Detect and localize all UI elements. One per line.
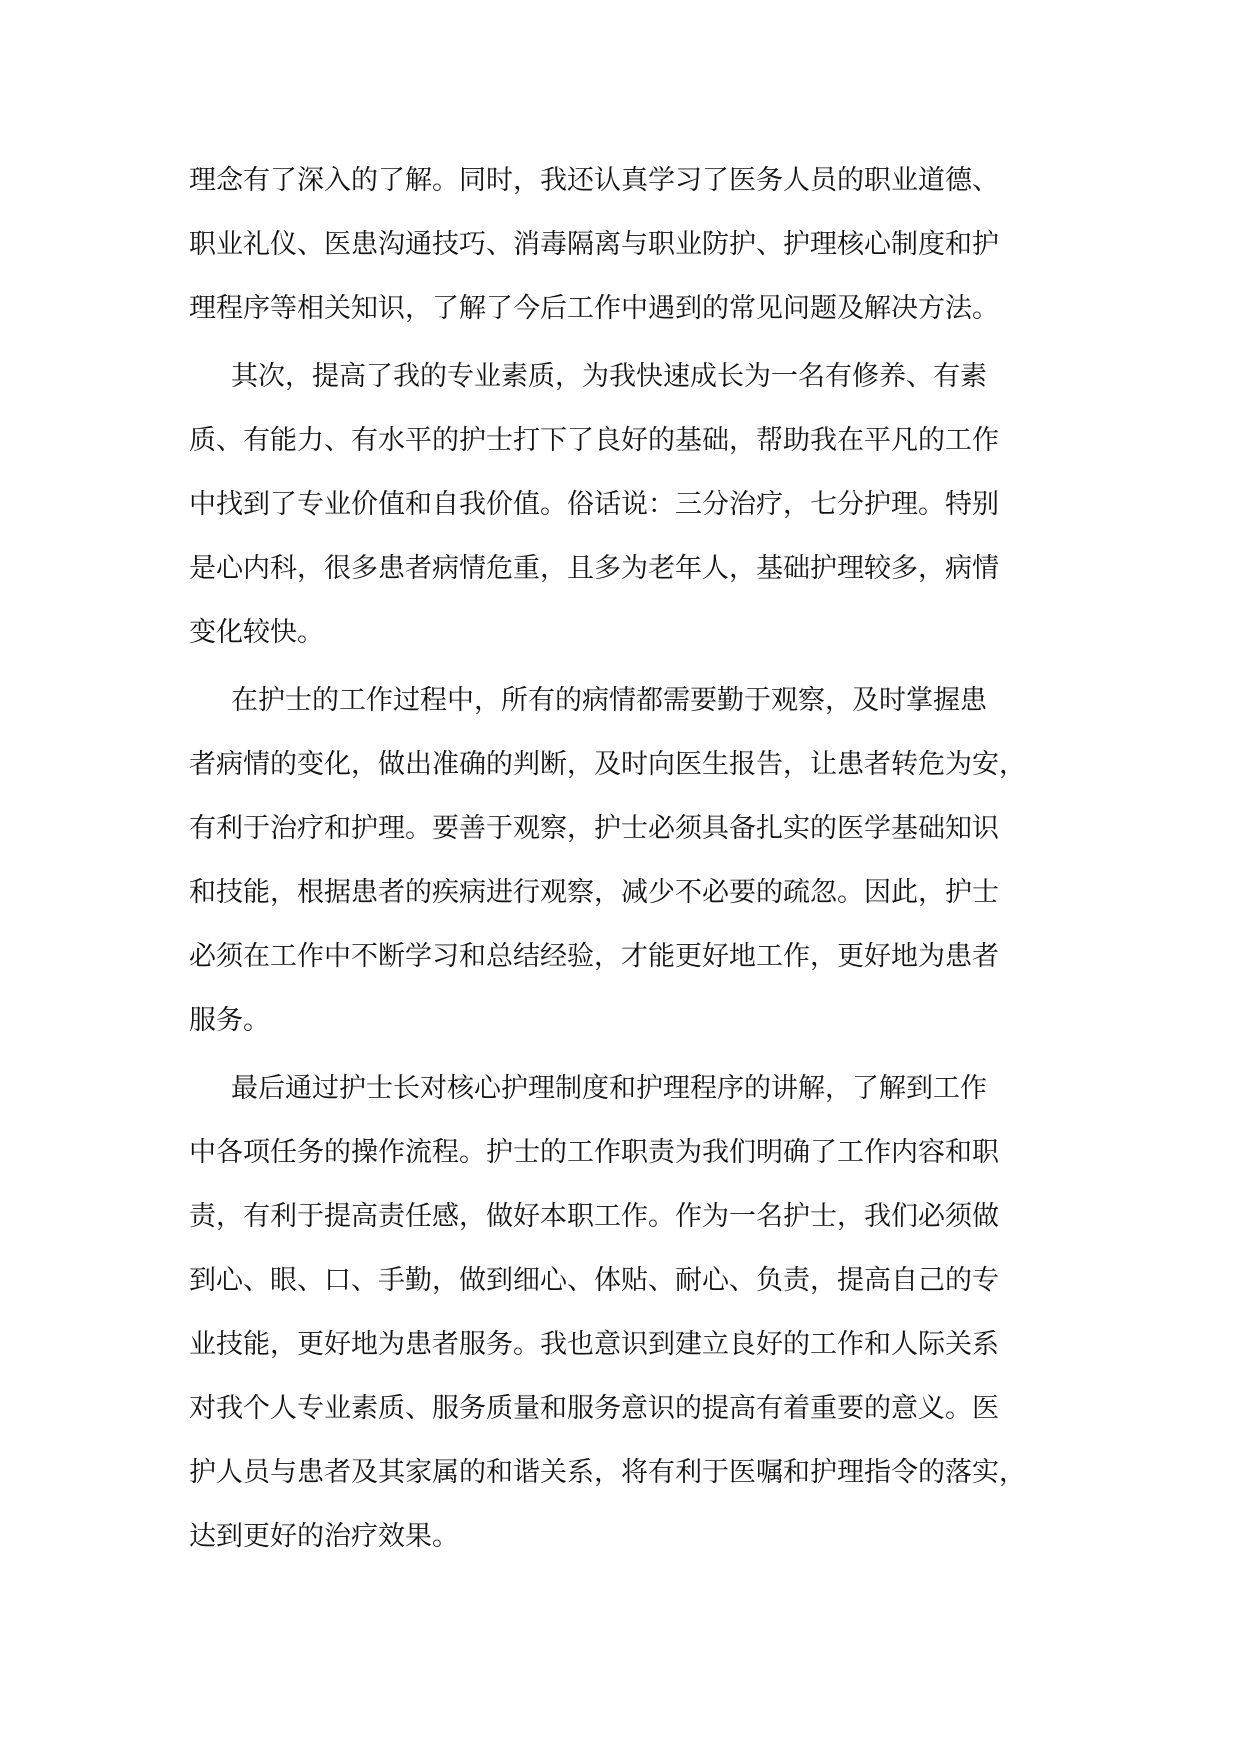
text-line: 护人员与患者及其家属的和谐关系，将有利于医嘱和护理指令的落实， bbox=[189, 1457, 1026, 1488]
text-line: 中各项任务的操作流程。护士的工作职责为我们明确了工作内容和职 bbox=[189, 1137, 999, 1168]
text-line: 有利于治疗和护理。要善于观察，护士必须具备扎实的医学基础知识 bbox=[189, 813, 999, 844]
text-line: 对我个人专业素质、服务质量和服务意识的提高有着重要的意义。医 bbox=[189, 1393, 999, 1424]
text-line: 是心内科，很多患者病情危重，且多为老年人，基础护理较多，病情 bbox=[189, 553, 999, 584]
paragraph-first-line: 其次，提高了我的专业素质，为我快速成长为一名有修养、有素 bbox=[231, 361, 987, 392]
text-line: 达到更好的治疗效果。 bbox=[189, 1521, 459, 1552]
paragraph-first-line: 在护士的工作过程中，所有的病情都需要勤于观察，及时掌握患 bbox=[231, 685, 987, 716]
text-line: 理程序等相关知识，了解了今后工作中遇到的常见问题及解决方法。 bbox=[189, 293, 999, 324]
text-line: 职业礼仪、医患沟通技巧、消毒隔离与职业防护、护理核心制度和护 bbox=[189, 229, 999, 260]
text-line: 服务。 bbox=[189, 1005, 270, 1036]
text-line: 中找到了专业价值和自我价值。俗话说：三分治疗，七分护理。特别 bbox=[189, 489, 999, 520]
text-line: 理念有了深入的了解。同时，我还认真学习了医务人员的职业道德、 bbox=[189, 165, 999, 196]
text-line: 和技能，根据患者的疾病进行观察，减少不必要的疏忽。因此，护士 bbox=[189, 877, 999, 908]
text-line: 责，有利于提高责任感，做好本职工作。作为一名护士，我们必须做 bbox=[189, 1201, 999, 1232]
text-line: 变化较快。 bbox=[189, 617, 324, 648]
text-line: 者病情的变化，做出准确的判断，及时向医生报告，让患者转危为安， bbox=[189, 749, 1026, 780]
text-line: 必须在工作中不断学习和总结经验，才能更好地工作，更好地为患者 bbox=[189, 941, 999, 972]
text-line: 质、有能力、有水平的护士打下了良好的基础，帮助我在平凡的工作 bbox=[189, 425, 999, 456]
text-line: 到心、眼、口、手勤，做到细心、体贴、耐心、负责，提高自己的专 bbox=[189, 1265, 999, 1296]
paragraph-first-line: 最后通过护士长对核心护理制度和护理程序的讲解，了解到工作 bbox=[231, 1073, 987, 1104]
text-line: 业技能，更好地为患者服务。我也意识到建立良好的工作和人际关系 bbox=[189, 1329, 999, 1360]
